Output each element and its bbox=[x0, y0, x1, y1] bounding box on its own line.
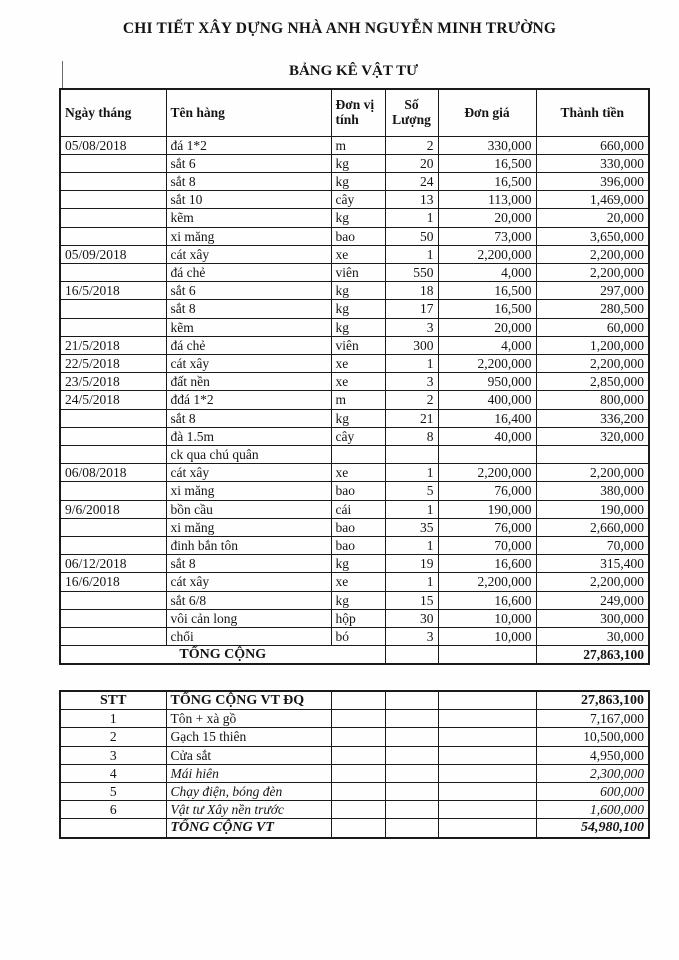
summary-total-value: 54,980,100 bbox=[536, 819, 649, 838]
table-row bbox=[60, 300, 649, 318]
cell-qty: 3 bbox=[385, 627, 438, 645]
cell-empty bbox=[438, 783, 536, 801]
cell-price: 16,500 bbox=[438, 282, 536, 300]
cell-qty: 3 bbox=[385, 373, 438, 391]
cell-date bbox=[60, 609, 166, 627]
table-row bbox=[60, 191, 649, 209]
cell-total: 660,000 bbox=[536, 136, 649, 154]
cell-item: chổi bbox=[166, 627, 331, 645]
cell-qty: 13 bbox=[385, 191, 438, 209]
cell-qty: 1 bbox=[385, 536, 438, 554]
cell-unit: m bbox=[331, 136, 385, 154]
cell-qty: 300 bbox=[385, 336, 438, 354]
cell-total: 4,950,000 bbox=[536, 746, 649, 764]
cell-stt: 2 bbox=[60, 728, 166, 746]
cell-empty bbox=[438, 801, 536, 819]
cell-item: cát xây bbox=[166, 573, 331, 591]
cell-price: 16,500 bbox=[438, 154, 536, 172]
cell-unit: hộp bbox=[331, 609, 385, 627]
cell-date: 24/5/2018 bbox=[60, 391, 166, 409]
cell-price: 4,000 bbox=[438, 336, 536, 354]
cell-total: 2,850,000 bbox=[536, 373, 649, 391]
cell-unit: m bbox=[331, 391, 385, 409]
cell-item: cát xây bbox=[166, 245, 331, 263]
cell-qty: 30 bbox=[385, 609, 438, 627]
summary-total-label: TỔNG CỘNG VT bbox=[166, 819, 331, 838]
table-row bbox=[60, 336, 649, 354]
table-row bbox=[60, 154, 649, 172]
cell-item: đá chẻ bbox=[166, 336, 331, 354]
cell-date: 06/08/2018 bbox=[60, 464, 166, 482]
cell-item: xi măng bbox=[166, 227, 331, 245]
cell-empty bbox=[331, 819, 385, 838]
header-so-luong: Số Lượng bbox=[385, 89, 438, 136]
cell-item: kẽm bbox=[166, 318, 331, 336]
cell-item: ck qua chú quân bbox=[166, 445, 331, 463]
cell-item: bồn cầu bbox=[166, 500, 331, 518]
cell-item: sắt 8 bbox=[166, 300, 331, 318]
materials-table bbox=[59, 88, 650, 665]
table-row bbox=[60, 427, 649, 445]
cell-empty bbox=[331, 746, 385, 764]
cell-total: 600,000 bbox=[536, 783, 649, 801]
cell-label: Tôn + xà gồ bbox=[166, 710, 331, 728]
cell-total: 396,000 bbox=[536, 172, 649, 190]
table-row bbox=[60, 391, 649, 409]
summary-header-row bbox=[60, 691, 649, 710]
cell-stt: 3 bbox=[60, 746, 166, 764]
cell-item: đà 1.5m bbox=[166, 427, 331, 445]
cell-date bbox=[60, 427, 166, 445]
cell-qty: 1 bbox=[385, 500, 438, 518]
cell-price: 4,000 bbox=[438, 263, 536, 281]
cell-qty: 21 bbox=[385, 409, 438, 427]
table-row bbox=[60, 263, 649, 281]
cell-date bbox=[60, 263, 166, 281]
table-row bbox=[60, 746, 649, 764]
cell-empty bbox=[331, 764, 385, 782]
cell-qty: 8 bbox=[385, 427, 438, 445]
cell-date bbox=[60, 445, 166, 463]
summary-table bbox=[59, 690, 650, 839]
cell-item: đá chẻ bbox=[166, 263, 331, 281]
cell-date: 23/5/2018 bbox=[60, 373, 166, 391]
cell-item: sắt 8 bbox=[166, 172, 331, 190]
cell-qty: 17 bbox=[385, 300, 438, 318]
cell-qty: 1 bbox=[385, 573, 438, 591]
cell-item: đđá 1*2 bbox=[166, 391, 331, 409]
cell-empty bbox=[385, 801, 438, 819]
cell-empty bbox=[331, 691, 385, 710]
cell-stt: 1 bbox=[60, 710, 166, 728]
cell-date: 06/12/2018 bbox=[60, 555, 166, 573]
table-row bbox=[60, 783, 649, 801]
cell-total: 297,000 bbox=[536, 282, 649, 300]
cell-unit: kg bbox=[331, 591, 385, 609]
cell-price: 2,200,000 bbox=[438, 354, 536, 372]
cell-stt: 4 bbox=[60, 764, 166, 782]
cell-empty bbox=[438, 819, 536, 838]
cell-unit: kg bbox=[331, 300, 385, 318]
cell-date bbox=[60, 300, 166, 318]
cell-empty bbox=[331, 710, 385, 728]
cell-price-empty bbox=[438, 646, 536, 665]
cell-date: 21/5/2018 bbox=[60, 336, 166, 354]
cell-total: 60,000 bbox=[536, 318, 649, 336]
summary-table-body bbox=[60, 710, 649, 819]
table-row bbox=[60, 536, 649, 554]
cell-empty bbox=[331, 783, 385, 801]
cell-price: 2,200,000 bbox=[438, 464, 536, 482]
cell-qty: 18 bbox=[385, 282, 438, 300]
cell-item: xi măng bbox=[166, 482, 331, 500]
cell-price: 190,000 bbox=[438, 500, 536, 518]
cell-total: 1,200,000 bbox=[536, 336, 649, 354]
cell-item: đất nền bbox=[166, 373, 331, 391]
cell-total: 2,200,000 bbox=[536, 245, 649, 263]
cell-qty: 5 bbox=[385, 482, 438, 500]
cell-total: 320,000 bbox=[536, 427, 649, 445]
cell-qty: 1 bbox=[385, 354, 438, 372]
cell-date bbox=[60, 209, 166, 227]
cell-unit: kg bbox=[331, 555, 385, 573]
cell-qty: 3 bbox=[385, 318, 438, 336]
table-row bbox=[60, 573, 649, 591]
cell-unit: kg bbox=[331, 282, 385, 300]
cell-total: 280,500 bbox=[536, 300, 649, 318]
cell-unit: bao bbox=[331, 482, 385, 500]
cell-item: sắt 6 bbox=[166, 282, 331, 300]
cell-date: 05/08/2018 bbox=[60, 136, 166, 154]
cell-qty bbox=[385, 445, 438, 463]
cell-total: 2,200,000 bbox=[536, 573, 649, 591]
cell-item: đinh bắn tôn bbox=[166, 536, 331, 554]
cell-qty: 1 bbox=[385, 209, 438, 227]
cell-item: vôi cản long bbox=[166, 609, 331, 627]
cell-total: 2,300,000 bbox=[536, 764, 649, 782]
cell-price: 10,000 bbox=[438, 627, 536, 645]
cell-total: 70,000 bbox=[536, 536, 649, 554]
table-row bbox=[60, 464, 649, 482]
header-don-gia: Đơn giá bbox=[438, 89, 536, 136]
cell-qty-empty bbox=[385, 646, 438, 665]
table-row bbox=[60, 801, 649, 819]
cell-unit: xe bbox=[331, 373, 385, 391]
cell-date bbox=[60, 591, 166, 609]
table-row bbox=[60, 609, 649, 627]
cell-label: Vật tư Xây nền trước bbox=[166, 801, 331, 819]
header-ngay-thang: Ngày tháng bbox=[60, 89, 166, 136]
cell-unit: bao bbox=[331, 536, 385, 554]
table-row bbox=[60, 318, 649, 336]
table-row bbox=[60, 373, 649, 391]
cell-qty: 50 bbox=[385, 227, 438, 245]
cell-unit: kg bbox=[331, 318, 385, 336]
cell-item: cát xây bbox=[166, 464, 331, 482]
materials-total-label: TỔNG CỘNG bbox=[60, 646, 385, 665]
header-thanh-tien: Thành tiền bbox=[536, 89, 649, 136]
cell-qty: 35 bbox=[385, 518, 438, 536]
cell-qty: 1 bbox=[385, 464, 438, 482]
cell-empty bbox=[385, 728, 438, 746]
header-don-vi-tinh: Đơn vị tính bbox=[331, 89, 385, 136]
cell-item: đá 1*2 bbox=[166, 136, 331, 154]
cell-price: 76,000 bbox=[438, 482, 536, 500]
cell-unit: viên bbox=[331, 263, 385, 281]
cell-total: 2,660,000 bbox=[536, 518, 649, 536]
cell-item: sắt 8 bbox=[166, 409, 331, 427]
table-row bbox=[60, 209, 649, 227]
cell-unit bbox=[331, 445, 385, 463]
cell-empty bbox=[438, 746, 536, 764]
cell-unit: cây bbox=[331, 427, 385, 445]
cell-total: 2,200,000 bbox=[536, 354, 649, 372]
materials-table-body bbox=[60, 136, 649, 646]
table-row bbox=[60, 710, 649, 728]
table-row bbox=[60, 172, 649, 190]
cell-item: cát xây bbox=[166, 354, 331, 372]
table-row bbox=[60, 245, 649, 263]
cell-label: Gạch 15 thiên bbox=[166, 728, 331, 746]
cell-date bbox=[60, 227, 166, 245]
cell-qty: 2 bbox=[385, 136, 438, 154]
page-title: CHI TIẾT XÂY DỰNG NHÀ ANH NGUYỄN MINH TRƯỜNG bbox=[122, 20, 557, 37]
cell-stt: 6 bbox=[60, 801, 166, 819]
cell-unit: kg bbox=[331, 172, 385, 190]
cell-total: 249,000 bbox=[536, 591, 649, 609]
materials-total-value: 27,863,100 bbox=[536, 646, 649, 665]
table-row bbox=[60, 555, 649, 573]
cell-unit: bó bbox=[331, 627, 385, 645]
summary-header-label: TỔNG CỘNG VT ĐQ bbox=[166, 691, 331, 710]
table-row bbox=[60, 282, 649, 300]
cell-total: 336,200 bbox=[536, 409, 649, 427]
cell-unit: xe bbox=[331, 245, 385, 263]
cell-unit: xe bbox=[331, 354, 385, 372]
cell-label: Mái hiên bbox=[166, 764, 331, 782]
cell-empty bbox=[385, 691, 438, 710]
table-row bbox=[60, 627, 649, 645]
cell-total: 1,600,000 bbox=[536, 801, 649, 819]
cell-total: 330,000 bbox=[536, 154, 649, 172]
cell-price: 950,000 bbox=[438, 373, 536, 391]
cell-date bbox=[60, 518, 166, 536]
cell-total: 7,167,000 bbox=[536, 710, 649, 728]
table-row bbox=[60, 728, 649, 746]
cell-empty bbox=[385, 783, 438, 801]
cell-empty bbox=[385, 819, 438, 838]
cell-unit: kg bbox=[331, 409, 385, 427]
cell-date bbox=[60, 482, 166, 500]
cell-unit: kg bbox=[331, 209, 385, 227]
cell-unit: cái bbox=[331, 500, 385, 518]
cell-total: 2,200,000 bbox=[536, 464, 649, 482]
cell-date bbox=[60, 172, 166, 190]
table-row bbox=[60, 409, 649, 427]
cell-price bbox=[438, 445, 536, 463]
cell-price: 2,200,000 bbox=[438, 245, 536, 263]
cell-item: sắt 10 bbox=[166, 191, 331, 209]
table-subtitle: BẢNG KÊ VẬT TƯ bbox=[288, 63, 419, 79]
cell-price: 70,000 bbox=[438, 536, 536, 554]
cell-total: 190,000 bbox=[536, 500, 649, 518]
summary-header-total: 27,863,100 bbox=[536, 691, 649, 710]
cell-label: Chạy điện, bóng đèn bbox=[166, 783, 331, 801]
cell-date bbox=[60, 536, 166, 554]
table-row bbox=[60, 445, 649, 463]
cell-price: 16,500 bbox=[438, 300, 536, 318]
cell-price: 76,000 bbox=[438, 518, 536, 536]
cell-qty: 24 bbox=[385, 172, 438, 190]
cell-empty bbox=[438, 728, 536, 746]
cell-date bbox=[60, 627, 166, 645]
cell-price: 16,600 bbox=[438, 555, 536, 573]
table-row bbox=[60, 591, 649, 609]
cell-price: 2,200,000 bbox=[438, 573, 536, 591]
cell-total: 300,000 bbox=[536, 609, 649, 627]
cell-unit: viên bbox=[331, 336, 385, 354]
cell-qty: 550 bbox=[385, 263, 438, 281]
cell-price: 113,000 bbox=[438, 191, 536, 209]
materials-total-row bbox=[60, 646, 649, 665]
cell-price: 16,500 bbox=[438, 172, 536, 190]
cell-empty bbox=[438, 764, 536, 782]
cell-stt: 5 bbox=[60, 783, 166, 801]
cell-price: 20,000 bbox=[438, 318, 536, 336]
cell-unit: bao bbox=[331, 518, 385, 536]
table-row bbox=[60, 354, 649, 372]
cell-unit: xe bbox=[331, 573, 385, 591]
cell-total: 10,500,000 bbox=[536, 728, 649, 746]
cell-unit: xe bbox=[331, 464, 385, 482]
cell-price: 16,400 bbox=[438, 409, 536, 427]
cell-empty bbox=[438, 710, 536, 728]
cell-item: kẽm bbox=[166, 209, 331, 227]
cell-qty: 2 bbox=[385, 391, 438, 409]
cell-item: sắt 6 bbox=[166, 154, 331, 172]
table-row bbox=[60, 227, 649, 245]
table-row bbox=[60, 482, 649, 500]
cell-qty: 19 bbox=[385, 555, 438, 573]
cell-qty: 1 bbox=[385, 245, 438, 263]
cell-label: Cửa sắt bbox=[166, 746, 331, 764]
cell-qty: 15 bbox=[385, 591, 438, 609]
cell-date bbox=[60, 191, 166, 209]
cell-empty bbox=[331, 728, 385, 746]
cell-date: 22/5/2018 bbox=[60, 354, 166, 372]
cell-date bbox=[60, 409, 166, 427]
cell-price: 10,000 bbox=[438, 609, 536, 627]
cell-total: 315,400 bbox=[536, 555, 649, 573]
cell-total bbox=[536, 445, 649, 463]
table-row bbox=[60, 764, 649, 782]
cell-date bbox=[60, 318, 166, 336]
cell-empty bbox=[385, 746, 438, 764]
cell-empty bbox=[60, 819, 166, 838]
cell-total: 20,000 bbox=[536, 209, 649, 227]
cell-empty bbox=[438, 691, 536, 710]
summary-stt-header: STT bbox=[60, 691, 166, 710]
cell-empty bbox=[385, 764, 438, 782]
cell-qty: 20 bbox=[385, 154, 438, 172]
cell-unit: bao bbox=[331, 227, 385, 245]
cell-date: 05/09/2018 bbox=[60, 245, 166, 263]
cell-item: sắt 6/8 bbox=[166, 591, 331, 609]
cell-unit: cây bbox=[331, 191, 385, 209]
header-ten-hang: Tên hàng bbox=[166, 89, 331, 136]
table-row bbox=[60, 136, 649, 154]
cell-unit: kg bbox=[331, 154, 385, 172]
cell-total: 380,000 bbox=[536, 482, 649, 500]
cell-price: 400,000 bbox=[438, 391, 536, 409]
cell-price: 330,000 bbox=[438, 136, 536, 154]
cell-total: 30,000 bbox=[536, 627, 649, 645]
summary-total-row bbox=[60, 819, 649, 838]
cell-total: 2,200,000 bbox=[536, 263, 649, 281]
table-row bbox=[60, 518, 649, 536]
cell-total: 800,000 bbox=[536, 391, 649, 409]
cell-total: 1,469,000 bbox=[536, 191, 649, 209]
cell-total: 3,650,000 bbox=[536, 227, 649, 245]
cell-item: xi măng bbox=[166, 518, 331, 536]
cell-price: 73,000 bbox=[438, 227, 536, 245]
cell-price: 40,000 bbox=[438, 427, 536, 445]
materials-header-row bbox=[60, 89, 649, 136]
cell-price: 20,000 bbox=[438, 209, 536, 227]
cell-empty bbox=[331, 801, 385, 819]
cell-date: 16/5/2018 bbox=[60, 282, 166, 300]
cell-price: 16,600 bbox=[438, 591, 536, 609]
cell-date bbox=[60, 154, 166, 172]
table-row bbox=[60, 500, 649, 518]
cell-date: 16/6/2018 bbox=[60, 573, 166, 591]
cell-empty bbox=[385, 710, 438, 728]
cell-item: sắt 8 bbox=[166, 555, 331, 573]
cell-date: 9/6/20018 bbox=[60, 500, 166, 518]
cell-border-artifact bbox=[62, 61, 63, 88]
